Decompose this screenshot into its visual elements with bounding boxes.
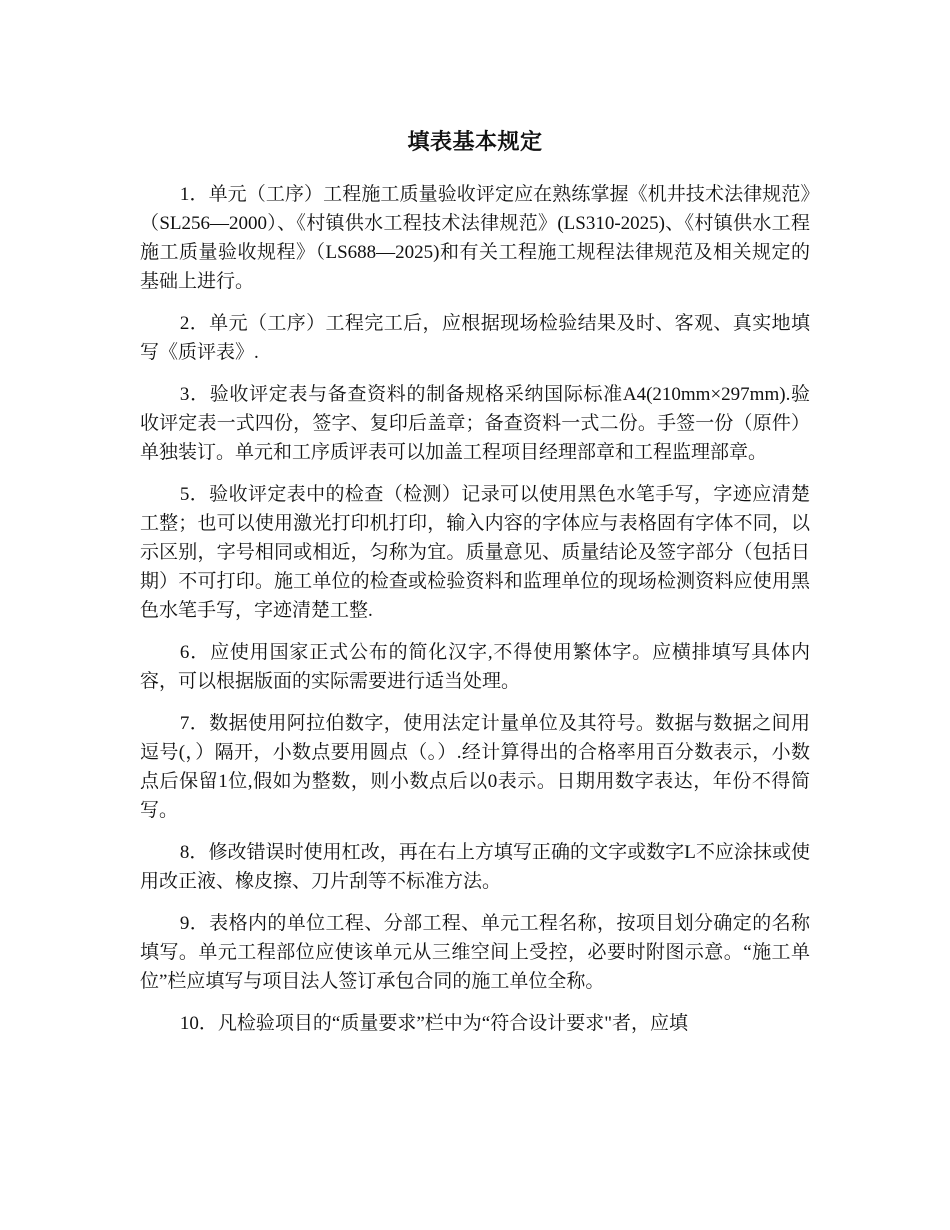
paragraph-2: 2．单元（工序）工程完工后，应根据现场检验结果及时、客观、真实地填写《质评表》. [140, 313, 810, 363]
paragraph-1: 1．单元（工序）工程施工质量验收评定应在熟练掌握《机井技术法律规范》（SL256—2000）、《村镇供水工程技术法律规范》(LS310-2025)、《村镇供水工程施工质量验收规程》（LS688—2025)和有关工程施工规程法律规范及相关规定的基础上进行。 [140, 184, 810, 292]
paragraph-7: 7．数据使用阿拉伯数字，使用法定计量单位及其符号。数据与数据之间用逗号(，）隔开，小数点要用圆点（。）.经计算得出的合格率用百分数表示，小数点后保留1位,假如为整数，则小数点后以0表示。日期用数字表达，年份不得简写。 [140, 713, 810, 821]
paragraph-8: 8．修改错误时使用杠改，再在右上方填写正确的文字或数字L不应涂抹或使用改正液、橡皮擦、刀片刮等不标准方法。 [140, 842, 810, 892]
paragraph-10: 10．凡检验项目的“质量要求”栏中为“符合设计要求"者，应填 [179, 1013, 688, 1034]
document-page [140, 120, 810, 1051]
paragraph-6: 6．应使用国家正式公布的简化汉字,不得使用繁体字。应横排填写具体内容，可以根据版面的实际需要进行适当处理。 [140, 642, 810, 692]
document-title: 填表基本规定 [407, 129, 543, 154]
paragraph-3: 3．验收评定表与备查资料的制备规格采纳国际标准A4(210mm×297mm).验收评定表一式四份，签字、复印后盖章；备查资料一式二份。手签一份（原件）单独装订。单元和工序质评表可以加盖工程项目经理部章和工程监理部章。 [140, 384, 810, 463]
paragraph-5: 5．验收评定表中的检查（检测）记录可以使用黑色水笔手写，字迹应清楚工整；也可以使用激光打印机打印，输入内容的字体应与表格固有字体不同，以示区别，字号相同或相近，匀称为宜。质量意见、质量结论及签字部分（包括日期）不可打印。施工单位的检查或检验资料和监理单位的现场检测资料应使用黑色水笔手写，字迹清楚工整. [140, 484, 810, 621]
paragraph-9: 9．表格内的单位工程、分部工程、单元工程名称，按项目划分确定的名称填写。单元工程部位应使该单元从三维空间上受控，必要时附图示意。“施工单位”栏应填写与项目法人签订承包合同的施工单位全称。 [140, 913, 810, 992]
